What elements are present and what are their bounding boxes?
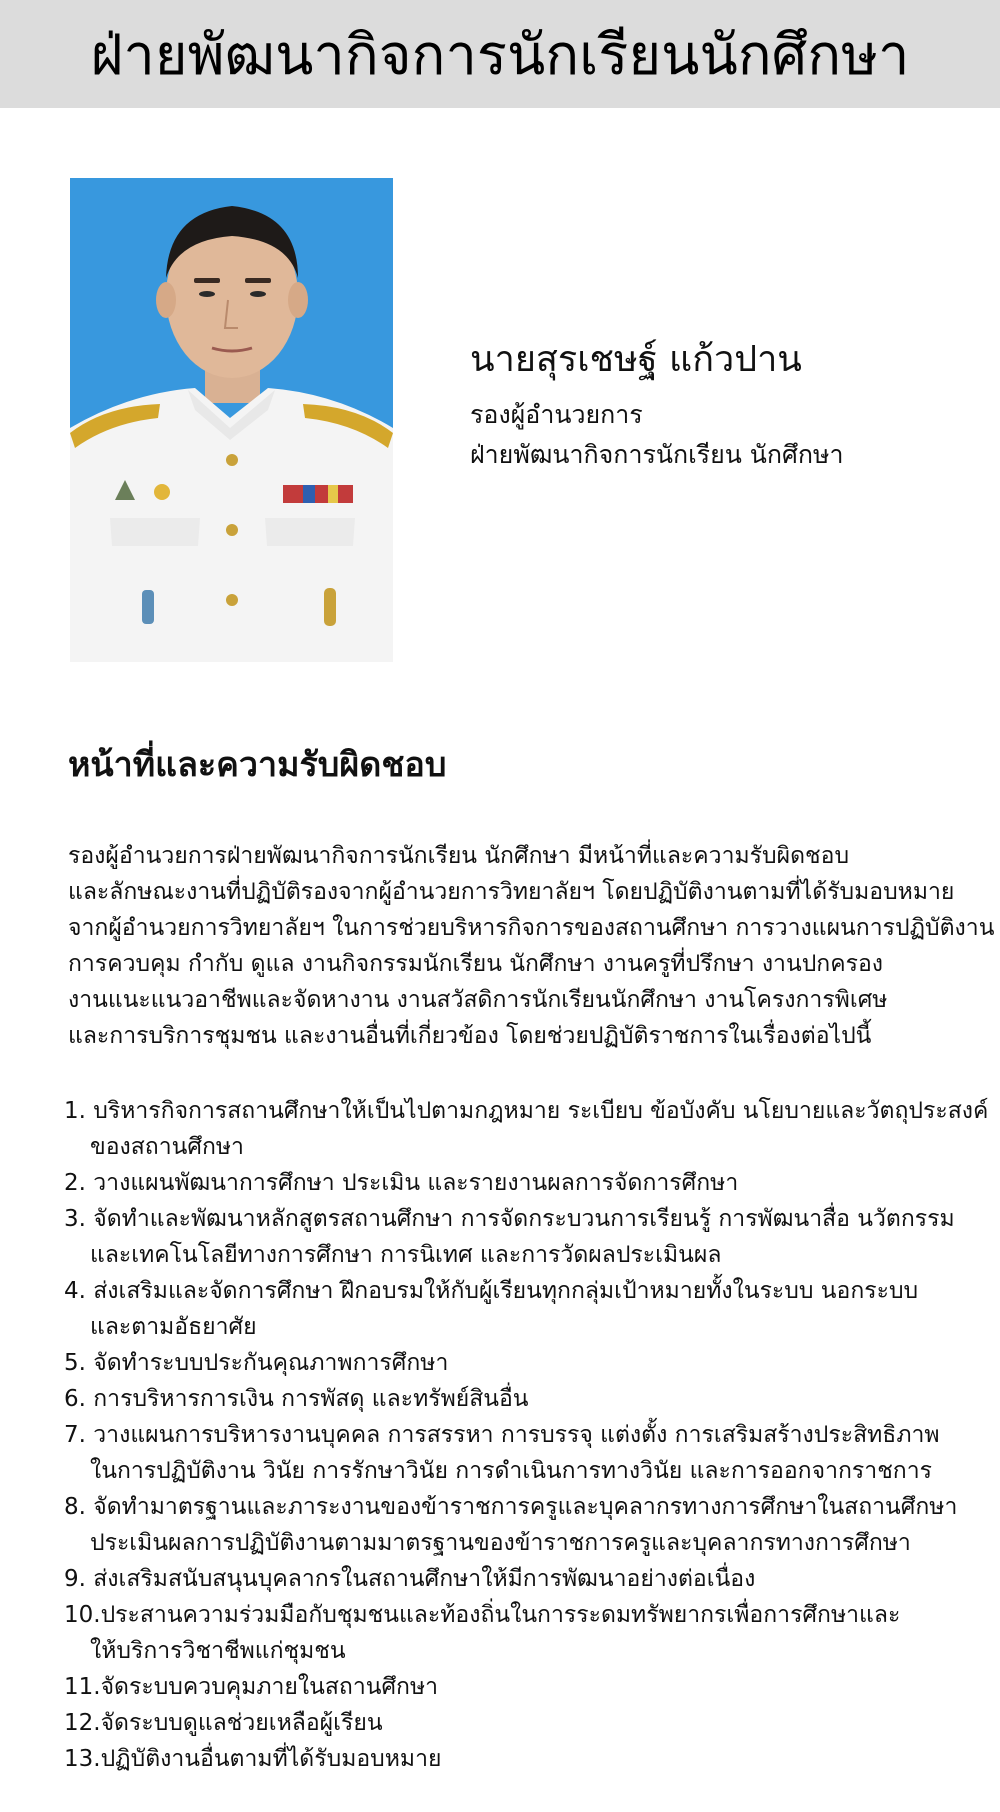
intro-line: รองผู้อำนวยการฝ่ายพัฒนากิจการนักเรียน นักศึกษา มีหน้าที่และความรับผิดชอบ — [68, 843, 850, 869]
duty-item: 1. บริหารกิจการสถานศึกษาให้เป็นไปตามกฎหมาย ระเบียบ ข้อบังคับ นโยบายและวัตถุประสงค์ — [64, 1098, 989, 1124]
intro-line: และการบริการชุมชน และงานอื่นที่เกี่ยวข้อง โดยช่วยปฏิบัติราชการในเรื่องต่อไปนี้ — [68, 1023, 872, 1049]
duty-item: 9. ส่งเสริมสนับสนุนบุคลากรในสถานศึกษาให้มีการพัฒนาอย่างต่อเนื่อง — [64, 1566, 756, 1592]
intro-line: และลักษณะงานที่ปฏิบัติรองจากผู้อำนวยการวิทยาลัยฯ โดยปฏิบัติงานตามที่ได้รับมอบหมาย — [68, 879, 955, 905]
duty-item: 6. การบริหารการเงิน การพัสดุ และทรัพย์สินอื่น — [64, 1386, 529, 1412]
intro-line: การควบคุม กำกับ ดูแล งานกิจกรรมนักเรียน นักศึกษา งานครูที่ปรึกษา งานปกครอง — [68, 951, 884, 977]
duty-item-continuation: และเทคโนโลยีทางการศึกษา การนิเทศ และการวัดผลประเมินผล — [90, 1242, 722, 1268]
profile-name: นายสุรเชษฐ์ แก้วปาน — [470, 339, 802, 380]
duty-item-continuation: และตามอัธยาศัย — [90, 1314, 257, 1340]
profile-role-title: รองผู้อำนวยการ — [470, 400, 643, 429]
page-title: ฝ่ายพัฒนากิจการนักเรียนนักศึกษา — [90, 22, 910, 88]
duty-item: 4. ส่งเสริมและจัดการศึกษา ฝึกอบรมให้กับผู้เรียนทุกกลุ่มเป้าหมายทั้งในระบบ นอกระบบ — [64, 1278, 919, 1304]
duty-item: 7. วางแผนการบริหารงานบุคคล การสรรหา การบรรจุ แต่งตั้ง การเสริมสร้างประสิทธิภาพ — [64, 1422, 940, 1448]
profile-role-department: ฝ่ายพัฒนากิจการนักเรียน นักศึกษา — [470, 440, 844, 469]
duty-item-continuation: ของสถานศึกษา — [90, 1134, 244, 1160]
duties-list — [64, 1093, 989, 1777]
duty-item: 11.จัดระบบควบคุมภายในสถานศึกษา — [64, 1674, 439, 1700]
intro-paragraph — [68, 838, 995, 1054]
intro-line: จากผู้อำนวยการวิทยาลัยฯ ในการช่วยบริหารกิจการของสถานศึกษา การวางแผนการปฏิบัติงาน — [68, 915, 995, 941]
profile-role — [470, 395, 844, 475]
duty-item: 10.ประสานความร่วมมือกับชุมชนและท้องถิ่นในการระดมทรัพยากรเพื่อการศึกษาและ — [64, 1602, 901, 1628]
duty-item-continuation: ในการปฏิบัติงาน วินัย การรักษาวินัย การดำเนินการทางวินัย และการออกจากราชการ — [90, 1458, 932, 1484]
duty-item: 2. วางแผนพัฒนาการศึกษา ประเมิน และรายงานผลการจัดการศึกษา — [64, 1170, 739, 1196]
page-header — [0, 0, 1000, 108]
section-heading: หน้าที่และความรับผิดชอบ — [68, 745, 447, 785]
intro-line: งานแนะแนวอาชีพและจัดหางาน งานสวัสดิการนักเรียนนักศึกษา งานโครงการพิเศษ — [68, 987, 888, 1013]
duty-item: 12.จัดระบบดูแลช่วยเหลือผู้เรียน — [64, 1710, 383, 1736]
duty-item-continuation: ให้บริการวิชาชีพแก่ชุมชน — [90, 1638, 346, 1664]
duty-item: 13.ปฏิบัติงานอื่นตามที่ได้รับมอบหมาย — [64, 1746, 442, 1772]
duty-item: 3. จัดทำและพัฒนาหลักสูตรสถานศึกษา การจัดกระบวนการเรียนรู้ การพัฒนาสื่อ นวัตกรรม — [64, 1206, 955, 1232]
profile-photo — [70, 178, 393, 662]
duty-item-continuation: ประเมินผลการปฏิบัติงานตามมาตรฐานของข้าราชการครูและบุคลากรทางการศึกษา — [90, 1530, 911, 1556]
duty-item: 8. จัดทำมาตรฐานและภาระงานของข้าราชการครูและบุคลากรทางการศึกษาในสถานศึกษา — [64, 1494, 958, 1520]
duty-item: 5. จัดทำระบบประกันคุณภาพการศึกษา — [64, 1350, 449, 1376]
